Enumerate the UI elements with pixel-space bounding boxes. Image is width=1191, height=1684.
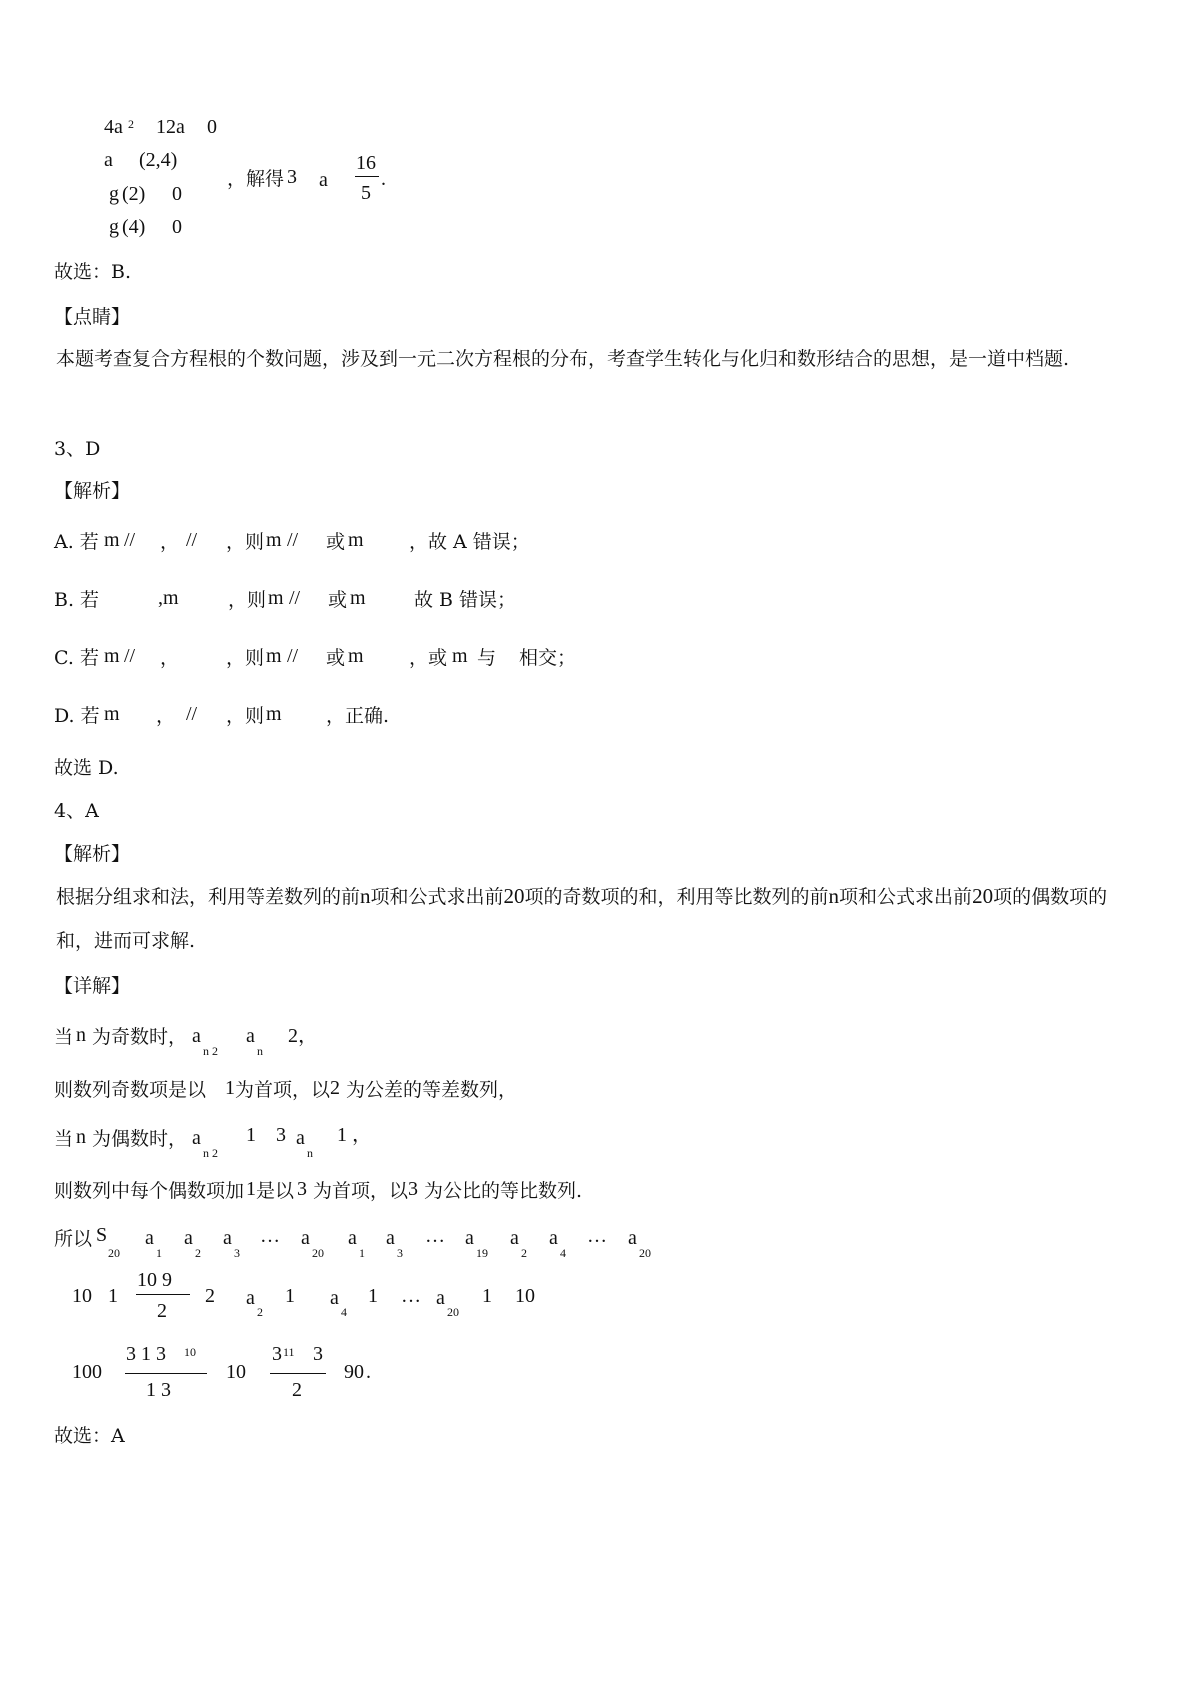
or-text: 或 (328, 589, 348, 611)
then-text: ，则 (226, 647, 265, 669)
number: 3 (276, 1124, 286, 1146)
symbol-a: a (330, 1287, 339, 1309)
eq3-arg: (2) (122, 183, 146, 205)
comma: ， (160, 647, 180, 669)
eq1-sup: 2 (128, 117, 134, 131)
text: 则数列中每个偶数项加 (54, 1180, 245, 1202)
detail-header: 【详解】 (54, 975, 131, 997)
symbol-a: a (296, 1127, 305, 1149)
result-value: 90 (344, 1361, 364, 1383)
answer-3: 3、D (54, 438, 101, 460)
fraction-bar (355, 176, 379, 177)
parallel-symbol: // (124, 529, 136, 551)
symbol-a: a (184, 1227, 193, 1249)
symbol-m: m (348, 645, 364, 667)
subscript: 20 (447, 1305, 459, 1319)
comma: ， (156, 705, 176, 727)
subscript: 20 (639, 1246, 651, 1260)
symbol-a: a (192, 1127, 201, 1149)
eq1-coef: 4a (104, 116, 123, 138)
number: 1 (482, 1285, 492, 1307)
subscript: 3 (234, 1246, 240, 1260)
superscript: 11 (283, 1345, 295, 1359)
conclusion-a: 故选：A (54, 1425, 125, 1447)
subscript: 19 (476, 1246, 488, 1260)
symbol-m: m (266, 645, 282, 667)
conclusion-b: 故选：B. (54, 261, 132, 283)
or-text: ，或 (409, 647, 448, 669)
symbol-a: a (246, 1025, 255, 1047)
ellipsis: … (587, 1225, 607, 1247)
subscript: 2 (195, 1246, 201, 1260)
tip-header: 【点睛】 (54, 306, 131, 328)
option-a-label: A. 若 (54, 531, 99, 553)
eq4-arg: (4) (122, 216, 146, 238)
fraction-numerator: 3 1 3 (126, 1343, 166, 1365)
fraction-denominator: 1 3 (146, 1379, 171, 1401)
common-ratio: 3 (408, 1178, 418, 1200)
parallel-symbol: // (186, 703, 198, 725)
comma: ， (160, 531, 180, 553)
subscript: 2 (521, 1246, 527, 1260)
subscript: 4 (341, 1305, 347, 1319)
subscript: n 2 (203, 1044, 218, 1058)
superscript: 10 (184, 1345, 196, 1359)
symbol-m: m (104, 645, 120, 667)
parallel-symbol: // (287, 529, 299, 551)
subscript: 20 (312, 1246, 324, 1260)
number: 10 (72, 1285, 92, 1307)
fraction-bar (270, 1373, 326, 1374)
analysis-header-4: 【解析】 (54, 843, 131, 865)
number: 10 (226, 1361, 246, 1383)
first-term: 3 (297, 1178, 307, 1200)
symbol-m: m (350, 587, 366, 609)
conclusion-d: 故选 D. (54, 757, 119, 779)
solution-numerator: 16 (356, 152, 376, 174)
parallel-symbol: // (289, 587, 301, 609)
symbol-m: m (348, 529, 364, 551)
symbol-a: a (436, 1287, 445, 1309)
eq4-rhs: 0 (172, 216, 182, 238)
then-text: ，则 (228, 589, 267, 611)
or-text: 或 (326, 647, 346, 669)
option-b-verdict: 故 B 错误； (414, 589, 517, 611)
symbol-a: a (348, 1227, 357, 1249)
symbol-m: m (104, 703, 120, 725)
fraction-numerator: 10 9 (137, 1269, 172, 1291)
fraction-numerator: 3 (313, 1343, 323, 1365)
number: 1 (285, 1285, 295, 1307)
subscript: 20 (108, 1246, 120, 1260)
text: 是以 (256, 1180, 295, 1202)
symbol-m: m (266, 529, 282, 551)
symbol-a: a (510, 1227, 519, 1249)
symbol-m: m (104, 529, 120, 551)
eq4-func: g (109, 216, 119, 238)
number: 10 (515, 1285, 535, 1307)
parallel-symbol: // (287, 645, 299, 667)
option-d-verdict: ，正确. (326, 705, 390, 727)
number: 2 (205, 1285, 215, 1307)
text: 为首项，以 (235, 1079, 331, 1101)
text: 为偶数时， (92, 1128, 188, 1150)
symbol-n: n (76, 1024, 86, 1046)
option-b-label: B. 若 (54, 589, 100, 611)
symbol-a: a (549, 1227, 558, 1249)
solution-period: . (381, 168, 386, 190)
text: 为首项，以 (313, 1180, 409, 1202)
eq3-func: g (109, 183, 119, 205)
subscript: n (307, 1146, 313, 1160)
text: 则数列奇数项是以 (54, 1079, 207, 1101)
ellipsis: … (425, 1225, 445, 1247)
number: 1 (246, 1124, 256, 1146)
text: 当 (54, 1128, 74, 1150)
symbol-a: a (301, 1227, 310, 1249)
parallel-symbol: // (124, 645, 136, 667)
solution-var: a (319, 169, 328, 191)
number: 1 (108, 1285, 118, 1307)
subscript: n (257, 1044, 263, 1058)
option-c-verdict: 相交； (519, 647, 577, 669)
symbol-m: m (266, 703, 282, 725)
number: 1 (246, 1178, 256, 1200)
parallel-symbol: // (186, 529, 198, 551)
then-text: ，则 (226, 705, 265, 727)
symbol-a: a (223, 1227, 232, 1249)
subscript: n 2 (203, 1146, 218, 1160)
symbol-n: n (76, 1126, 86, 1148)
number: 100 (72, 1361, 102, 1383)
or-text: 或 (326, 531, 346, 553)
text: 为公比的等比数列. (424, 1180, 583, 1202)
symbol-s: S (96, 1224, 108, 1246)
number: 1 (337, 1124, 347, 1146)
solution-prefix: ，解得 (227, 168, 285, 190)
fraction-bar (125, 1373, 207, 1374)
symbol-a: a (628, 1227, 637, 1249)
period: . (366, 1361, 371, 1383)
difference-value: 2， (288, 1025, 318, 1047)
fraction-denominator: 2 (292, 1379, 302, 1401)
fraction-bar (136, 1294, 190, 1295)
symbol-a: a (192, 1025, 201, 1047)
common-difference: 2 (330, 1077, 340, 1099)
solution-lower: 3 (287, 166, 297, 188)
text: 为公差的等差数列， (346, 1079, 518, 1101)
fraction-numerator: 3 (272, 1343, 282, 1365)
analysis-header-3: 【解析】 (54, 480, 131, 502)
ellipsis: … (260, 1225, 280, 1247)
answer-4: 4、A (54, 800, 99, 822)
option-a-verdict: ，故 A 错误； (409, 531, 530, 553)
comma: ， (352, 1124, 372, 1146)
tip-paragraph: 本题考查复合方程根的个数问题，涉及到一元二次方程根的分布，考查学生转化与化归和数形结合的思想，是一道中档题. (56, 348, 1070, 370)
symbol-m: m (452, 645, 468, 667)
symbol-m: ,m (158, 587, 179, 609)
fraction-denominator: 2 (157, 1300, 167, 1322)
option-d-label: D. 若 (54, 705, 100, 727)
subscript: 1 (359, 1246, 365, 1260)
symbol-a: a (386, 1227, 395, 1249)
subscript: 1 (156, 1246, 162, 1260)
eq1-term: 12a (156, 116, 185, 138)
text: 所以 (54, 1228, 93, 1250)
text: 为奇数时， (92, 1026, 188, 1048)
first-term: 1 (225, 1077, 235, 1099)
eq1-rhs: 0 (207, 116, 217, 138)
symbol-a: a (145, 1227, 154, 1249)
subscript: 4 (560, 1246, 566, 1260)
solution-denominator: 5 (361, 182, 371, 204)
symbol-a: a (246, 1287, 255, 1309)
eq3-rhs: 0 (172, 183, 182, 205)
eq2-var: a (104, 149, 113, 171)
with-text: 与 (477, 647, 497, 669)
ellipsis: … (401, 1285, 421, 1307)
subscript: 3 (397, 1246, 403, 1260)
text: 当 (54, 1026, 74, 1048)
symbol-m: m (268, 587, 284, 609)
then-text: ，则 (226, 531, 265, 553)
number: 1 (368, 1285, 378, 1307)
analysis-paragraph: 根据分组求和法，利用等差数列的前n项和公式求出前20项的奇数项的和，利用等比数列的前n项和公式求出前20项的偶数项的和，进而可求解. (56, 884, 1108, 952)
symbol-a: a (465, 1227, 474, 1249)
option-c-label: C. 若 (54, 647, 99, 669)
eq2-interval: (2,4) (139, 149, 178, 171)
subscript: 2 (257, 1305, 263, 1319)
